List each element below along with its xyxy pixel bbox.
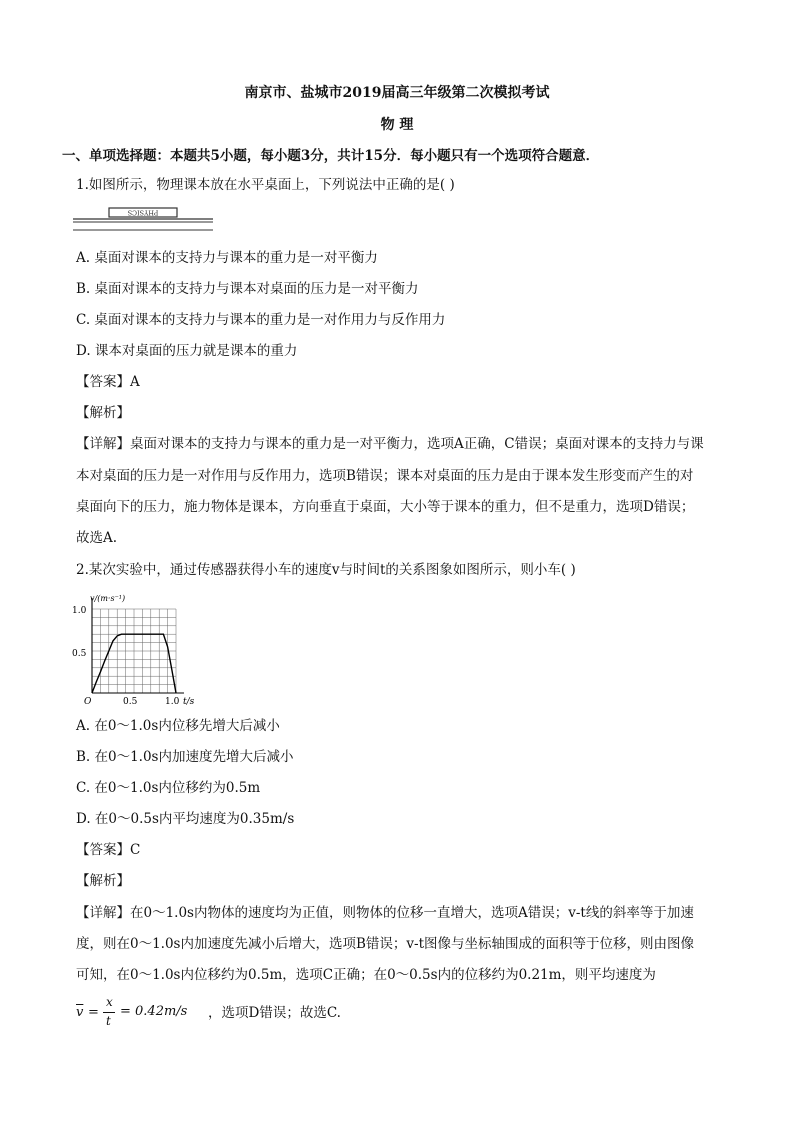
formula-tail: ，选项D错误；故选C.	[208, 1005, 341, 1021]
q1-detail-line-2: 本对桌面的压力是一对作用与反作用力，选项B错误；课本对桌面的压力是由于课本发生形变而产生的对	[76, 468, 694, 484]
q2-option-b: B. 在0～1.0s内加速度先增大后减小	[76, 749, 294, 765]
formula-fraction-bar	[103, 1012, 115, 1013]
q2-option-d: D. 在0～0.5s内平均速度为0.35m/s	[76, 811, 295, 827]
x-axis-label: t/s	[183, 697, 195, 707]
formula-equals: =	[88, 1005, 99, 1020]
q2-analysis-label: 【解析】	[76, 873, 130, 889]
q2-detail-line-2: 度，则在0～1.0s内加速度先减小后增大，选项B错误；v-t图像与坐标轴围成的面积等于位移，则由图像	[76, 936, 695, 952]
q1-book-figure	[73, 205, 213, 235]
vt-chart	[70, 590, 210, 712]
q1-detail-line-3: 桌面向下的压力，施力物体是课本，方向垂直于桌面，大小等于课本的重力，但不是重力，选项D错误；	[76, 499, 695, 515]
q2-detail-line-1: 【详解】在0～1.0s内物体的速度均为正值，则物体的位移一直增大，选项A错误；v-t线的斜率等于加速	[76, 905, 694, 921]
q1-option-d: D. 课本对桌面的压力就是课本的重力	[76, 343, 298, 359]
formula-numerator: x	[106, 995, 113, 1009]
q1-option-c: C. 桌面对课本的支持力与课本的重力是一对作用力与反作用力	[76, 312, 446, 328]
book-label: PHYSICS	[127, 208, 159, 217]
origin-label: O	[84, 697, 92, 707]
formula-vbar: $\overline{v}$	[76, 1005, 84, 1020]
chart-axes	[92, 598, 184, 693]
x-tick-label-0-5: 0.5	[123, 697, 138, 707]
formula-result: = 0.42m/s	[120, 1004, 188, 1019]
q1-detail-line-1: 【详解】桌面对课本的支持力与课本的重力是一对平衡力，选项A正确，C错误；桌面对课本的支持力与课	[76, 436, 704, 452]
exam-title: 南京市、盐城市2019届高三年级第二次模拟考试	[244, 85, 550, 101]
q1-answer: 【答案】A	[76, 374, 140, 390]
q2-option-a: A. 在0～1.0s内位移先增大后减小	[76, 718, 280, 734]
q2-option-c: C. 在0～1.0s内位移约为0.5m	[76, 780, 261, 796]
chart-grid	[92, 609, 176, 693]
formula-denominator: t	[106, 1014, 111, 1028]
subject-title: 物 理	[380, 117, 414, 133]
q2-stem: 2.某次实验中，通过传感器获得小车的速度v与时间t的关系图象如图所示，则小车( )	[76, 562, 576, 578]
q1-analysis-label: 【解析】	[76, 405, 130, 421]
average-velocity-formula	[76, 992, 496, 1032]
y-axis-label: v/(m·s⁻¹)	[90, 594, 126, 603]
q2-answer: 【答案】C	[76, 842, 141, 858]
y-tick-label-0-5: 0.5	[72, 649, 87, 659]
y-tick-label-1-0: 1.0	[72, 606, 87, 616]
q2-detail-line-3: 可知，在0～1.0s内位移约为0.5m，选项C正确；在0～0.5s内的位移约为0.21m，则平均速度为	[76, 967, 656, 983]
q1-option-a: A. 桌面对课本的支持力与课本的重力是一对平衡力	[76, 250, 378, 266]
x-tick-label-1-0: 1.0	[165, 697, 180, 707]
q1-option-b: B. 桌面对课本的支持力与课本对桌面的压力是一对平衡力	[76, 281, 419, 297]
q1-detail-line-4: 故选A.	[76, 530, 118, 546]
section-heading: 一、单项选择题：本题共5小题，每小题3分，共计15分．每小题只有一个选项符合题意．	[62, 148, 600, 164]
q1-stem: 1.如图所示，物理课本放在水平桌面上，下列说法中正确的是( )	[76, 177, 455, 193]
